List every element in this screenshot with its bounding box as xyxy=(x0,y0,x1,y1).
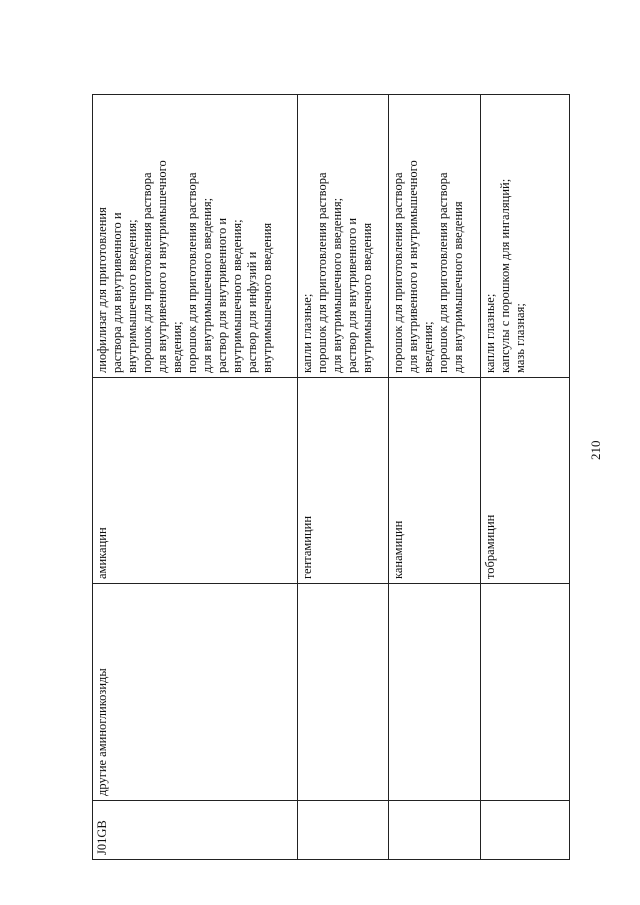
dosage-form-line: для внутримышечного введения; xyxy=(200,197,214,373)
atc-code-cell xyxy=(481,801,570,860)
dosage-form-line: введения; xyxy=(170,321,184,373)
dosage-forms-cell xyxy=(298,95,389,378)
drug-name-cell: гентамицин xyxy=(298,378,389,584)
drug-name-cell: тобрамицин xyxy=(481,378,570,584)
group-cell xyxy=(389,584,481,801)
dosage-form-line: внутримышечного введения; xyxy=(230,219,244,373)
table-row xyxy=(298,95,389,860)
dosage-form-line: раствор для внутривенного и xyxy=(215,217,229,373)
table-row xyxy=(93,95,298,860)
dosage-form-line: внутримышечного введения; xyxy=(125,219,139,373)
dosage-form-line: порошок для приготовления раствора xyxy=(185,172,199,373)
dosage-form-line: раствор для инфузий и xyxy=(245,251,259,373)
dosage-form-line: лиофилизат для приготовления xyxy=(95,207,109,373)
dosage-form-line: капли глазные; xyxy=(483,293,497,373)
group-cell xyxy=(481,584,570,801)
drug-name-cell: канамицин xyxy=(389,378,481,584)
page-number: 210 xyxy=(588,440,603,460)
dosage-forms-cell xyxy=(481,95,570,378)
rotated-table-sheet xyxy=(92,95,573,860)
dosage-form-line: внутримышечного введения xyxy=(260,222,274,373)
dosage-form-line: капсулы с порошком для ингаляций; xyxy=(498,178,512,373)
dosage-form-line: для внутривенного и внутримышечного xyxy=(155,160,169,373)
drug-registry-table xyxy=(92,94,570,860)
dosage-form-line: для внутримышечного введения; xyxy=(330,197,344,373)
dosage-form-line: внутримышечного введения xyxy=(360,222,374,373)
atc-code-cell: J01GB xyxy=(93,801,298,860)
group-cell xyxy=(298,584,389,801)
dosage-form-line: порошок для приготовления раствора xyxy=(391,172,405,373)
dosage-form-line: порошок для приготовления раствора xyxy=(315,172,329,373)
table-row xyxy=(389,95,481,860)
drug-name-cell: амикацин xyxy=(93,378,298,584)
atc-code-cell xyxy=(389,801,481,860)
table-row xyxy=(481,95,570,860)
dosage-form-line: раствора для внутривенного и xyxy=(110,212,124,373)
dosage-form-line: для внутримышечного введения xyxy=(451,201,465,373)
dosage-form-line: мазь глазная; xyxy=(513,303,527,373)
dosage-form-line: капли глазные; xyxy=(300,293,314,373)
dosage-form-line: порошок для приготовления раствора xyxy=(436,172,450,373)
dosage-form-line: для внутривенного и внутримышечного xyxy=(406,160,420,373)
atc-code-cell xyxy=(298,801,389,860)
dosage-form-line: раствор для внутривенного и xyxy=(345,217,359,373)
group-cell: другие аминогликозиды xyxy=(93,584,298,801)
dosage-forms-cell xyxy=(93,95,298,378)
dosage-form-line: порошок для приготовления раствора xyxy=(140,172,154,373)
dosage-form-line: введения; xyxy=(421,321,435,373)
dosage-forms-cell xyxy=(389,95,481,378)
